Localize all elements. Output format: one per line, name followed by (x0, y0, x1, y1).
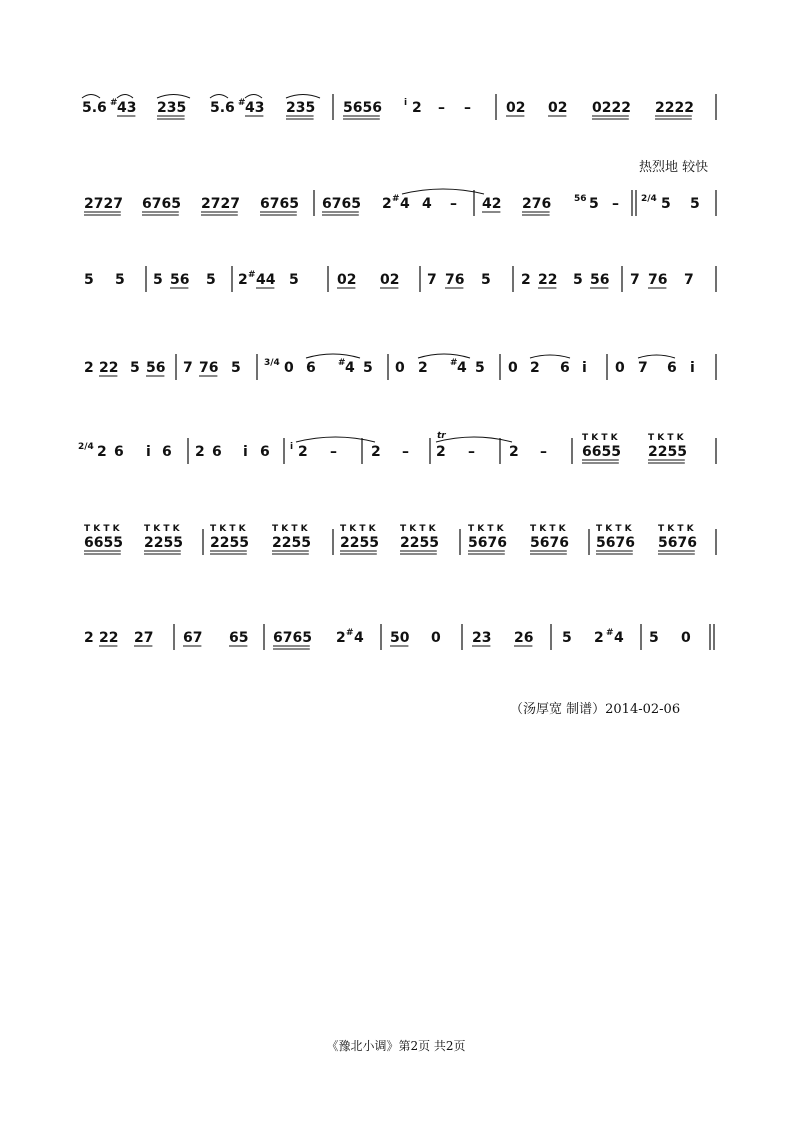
note-group: 5.6 (82, 100, 107, 116)
note-group: 276 (522, 196, 552, 212)
note-group: 5676 (468, 535, 507, 551)
note-group: 5 (649, 630, 659, 646)
note-modifier: # (248, 270, 256, 280)
note-group: 6 (560, 360, 570, 376)
note-group: 0 (508, 360, 518, 376)
note-group: 5 (231, 360, 241, 376)
note-group: 2 (509, 444, 519, 460)
note-group: – (540, 444, 547, 460)
note-group: 76 (445, 272, 465, 288)
note-group: 0 (681, 630, 691, 646)
tk-label: T K T K (648, 433, 684, 443)
note-group: 6 (306, 360, 316, 376)
tk-label: T K T K (210, 524, 246, 534)
score-line-5 (0, 424, 792, 504)
note-modifier: # (338, 358, 346, 368)
note-group: 0222 (592, 100, 631, 116)
score-line-7-svg (0, 610, 792, 680)
slur (210, 95, 228, 99)
note-group: 22 (99, 360, 119, 376)
note-group: 02 (380, 272, 400, 288)
note-modifier: 3/4 (264, 358, 280, 368)
note-group: 56 (170, 272, 190, 288)
note-group: 43 (117, 100, 137, 116)
note-modifier: 56 (574, 194, 587, 204)
note-group: 50 (390, 630, 410, 646)
tk-label: T K T K (468, 524, 504, 534)
score-line-1-svg (0, 80, 792, 150)
note-group: 5 (562, 630, 572, 646)
note-modifier: i (404, 98, 408, 108)
expression-marking: 热烈地 较快 (639, 160, 709, 175)
note-group: – (438, 100, 445, 116)
note-modifier: 2/4 (78, 442, 94, 452)
note-group: 5656 (343, 100, 382, 116)
score-line-7 (0, 610, 792, 690)
note-modifier: # (450, 358, 458, 368)
note-group: 4 (400, 196, 410, 212)
note-group: 5 (206, 272, 216, 288)
score-line-5-svg (0, 424, 792, 494)
note-group: 2255 (648, 444, 687, 460)
note-modifier: # (392, 194, 400, 204)
note-group: 5 (589, 196, 599, 212)
note-group: 56 (146, 360, 166, 376)
note-group: 56 (590, 272, 610, 288)
tk-label: T K T K (144, 524, 180, 534)
note-group: 23 (472, 630, 492, 646)
tk-label: T K T K (84, 524, 120, 534)
note-group: 2 (195, 444, 205, 460)
note-group: 4 (457, 360, 467, 376)
note-modifier: i (290, 442, 294, 452)
note-group: 235 (286, 100, 316, 116)
note-group: 76 (199, 360, 219, 376)
slur (296, 437, 375, 442)
tk-label: T K T K (340, 524, 376, 534)
note-group: 2 (84, 360, 94, 376)
note-group: 2 (371, 444, 381, 460)
slur (82, 95, 100, 99)
note-group: 0 (615, 360, 625, 376)
note-group: 2255 (272, 535, 311, 551)
note-group: – (450, 196, 457, 212)
note-group: 2 (84, 630, 94, 646)
note-group: 2255 (340, 535, 379, 551)
score-line-4-svg (0, 340, 792, 410)
note-group: 22 (99, 630, 119, 646)
note-group: 0 (284, 360, 294, 376)
note-group: 2 (238, 272, 248, 288)
note-group: 6655 (582, 444, 621, 460)
note-group: 2727 (201, 196, 240, 212)
note-group: i (582, 360, 587, 376)
credit-line: （汤厚宽 制谱）2014-02-06 (510, 702, 681, 717)
note-group: 7 (427, 272, 437, 288)
slur (245, 95, 262, 99)
tk-label: T K T K (272, 524, 308, 534)
note-group: 42 (482, 196, 502, 212)
note-group: 2255 (400, 535, 439, 551)
note-group: 02 (506, 100, 526, 116)
note-group: 4 (345, 360, 355, 376)
slur (117, 95, 133, 99)
note-group: 67 (183, 630, 203, 646)
note-group: 02 (548, 100, 568, 116)
note-group: 43 (245, 100, 265, 116)
note-group: 02 (337, 272, 357, 288)
slur (306, 354, 360, 358)
score-line-4 (0, 340, 792, 420)
note-group: 44 (256, 272, 276, 288)
note-group: 5 (690, 196, 700, 212)
note-group: 5 (573, 272, 583, 288)
note-group: 5 (481, 272, 491, 288)
note-modifier: 2/4 (641, 194, 657, 204)
tk-label: T K T K (658, 524, 694, 534)
note-group: 2 (382, 196, 392, 212)
note-group: 5676 (658, 535, 697, 551)
note-group: 2 (336, 630, 346, 646)
note-group: 5 (84, 272, 94, 288)
note-group: 6 (667, 360, 677, 376)
note-group: 7 (183, 360, 193, 376)
score-line-6-svg (0, 515, 792, 585)
tk-label: T K T K (582, 433, 618, 443)
note-modifier: # (238, 98, 246, 108)
score-line-3-svg (0, 252, 792, 322)
score-line-2-svg (0, 176, 792, 246)
slur (638, 355, 675, 358)
note-group: 5 (115, 272, 125, 288)
note-group: 5 (289, 272, 299, 288)
tk-label: T K T K (596, 524, 632, 534)
note-group: 6 (114, 444, 124, 460)
note-group: 26 (514, 630, 534, 646)
page-footer: 《豫北小调》第2页 共2页 (326, 1039, 466, 1053)
note-group: 5 (475, 360, 485, 376)
slur (418, 354, 470, 358)
note-group: 5 (661, 196, 671, 212)
note-group: 4 (354, 630, 364, 646)
note-group: 2 (418, 360, 428, 376)
note-group: 5 (130, 360, 140, 376)
note-group: – (468, 444, 475, 460)
tk-label: T K T K (400, 524, 436, 534)
note-group: 2255 (144, 535, 183, 551)
note-group: 2 (594, 630, 604, 646)
score-line-6 (0, 515, 792, 595)
note-group: 2 (436, 444, 446, 460)
slur (286, 95, 320, 99)
note-group: 6 (212, 444, 222, 460)
note-group: 2727 (84, 196, 123, 212)
note-group: 5.6 (210, 100, 235, 116)
score-line-3 (0, 252, 792, 332)
note-group: 0 (395, 360, 405, 376)
note-group: 2 (530, 360, 540, 376)
note-group: – (464, 100, 471, 116)
note-group: 7 (684, 272, 694, 288)
note-group: – (330, 444, 337, 460)
note-group: 2 (521, 272, 531, 288)
note-group: 6 (260, 444, 270, 460)
slur (157, 95, 190, 99)
note-modifier: # (606, 628, 614, 638)
note-group: 4 (422, 196, 432, 212)
note-group: 2 (298, 444, 308, 460)
note-modifier: # (346, 628, 354, 638)
note-group: i (243, 444, 248, 460)
note-group: 2 (412, 100, 422, 116)
note-group: 22 (538, 272, 558, 288)
note-group: 4 (614, 630, 624, 646)
note-group: 2 (97, 444, 107, 460)
note-group: 6765 (322, 196, 361, 212)
note-group: – (402, 444, 409, 460)
note-group: 235 (157, 100, 187, 116)
note-group: 6 (162, 444, 172, 460)
note-group: 76 (648, 272, 668, 288)
note-group: 2255 (210, 535, 249, 551)
trill-mark: tr (437, 431, 446, 441)
note-group: 5676 (530, 535, 569, 551)
slur (530, 355, 570, 358)
note-group: i (690, 360, 695, 376)
note-group: 6765 (260, 196, 299, 212)
note-group: 2222 (655, 100, 694, 116)
slur (402, 189, 484, 194)
note-group: 5 (153, 272, 163, 288)
note-group: 6655 (84, 535, 123, 551)
note-group: 7 (638, 360, 648, 376)
note-group: i (146, 444, 151, 460)
note-group: 27 (134, 630, 154, 646)
note-group: 6765 (273, 630, 312, 646)
note-group: 65 (229, 630, 249, 646)
note-group: 0 (431, 630, 441, 646)
note-group: – (612, 196, 619, 212)
note-modifier: # (110, 98, 118, 108)
tk-label: T K T K (530, 524, 566, 534)
note-group: 5676 (596, 535, 635, 551)
note-group: 7 (630, 272, 640, 288)
score-line-1 (0, 80, 792, 160)
score-line-2 (0, 176, 792, 256)
note-group: 5 (363, 360, 373, 376)
note-group: 6765 (142, 196, 181, 212)
